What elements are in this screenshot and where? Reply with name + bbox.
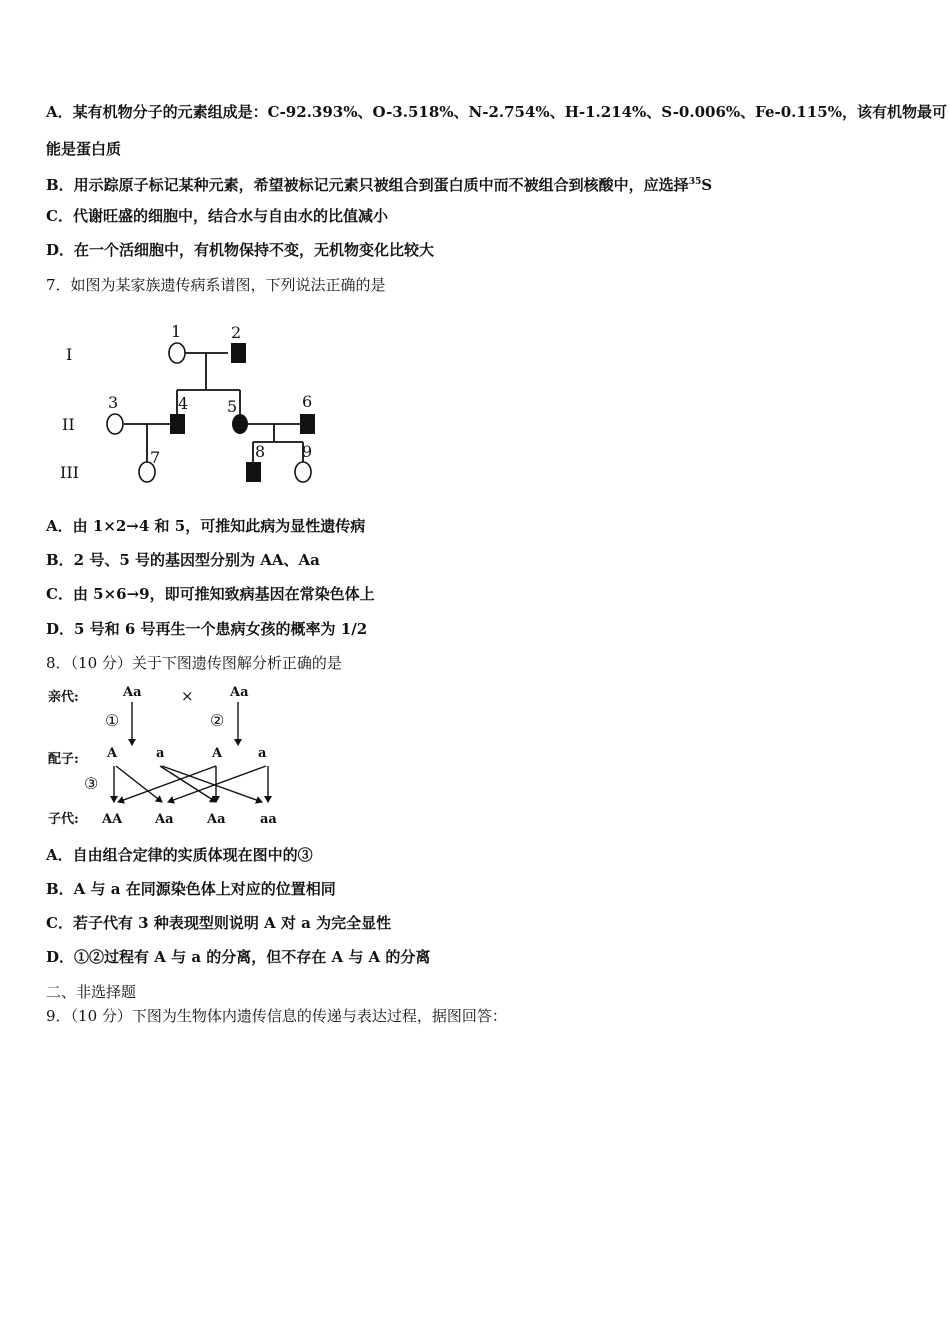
individual-8-affected-male: [246, 462, 261, 482]
section-heading: 二、非选择题: [46, 983, 137, 1001]
generation-label-iii: III: [60, 463, 79, 482]
offspring-label: 子代:: [48, 812, 79, 827]
pedigree-figure: [50, 318, 340, 488]
individual-label-6: 6: [302, 392, 313, 411]
q8-option-d: D．①②过程有 A 与 a 的分离，但不存在 A 与 A 的分离: [46, 948, 431, 966]
offspring-4: aa: [260, 812, 277, 827]
cross-symbol: ×: [181, 687, 194, 705]
q8-option-a: A．自由组合定律的实质体现在图中的③: [46, 846, 313, 864]
individual-label-7: 7: [150, 448, 161, 467]
arrow-A-A-cross: [118, 766, 216, 802]
q6-option-b-sup: 35: [688, 177, 702, 187]
q6-option-c: C．代谢旺盛的细胞中，结合水与自由水的比值减小: [46, 207, 388, 225]
generation-label-i: I: [66, 345, 73, 364]
gamete-4: a: [258, 746, 267, 761]
gamete-3: A: [212, 746, 223, 761]
parent-2-genotype: Aa: [230, 685, 249, 700]
arrow-A-a: [116, 766, 162, 802]
gamete-label: 配子:: [48, 752, 79, 767]
individual-4-affected-male: [170, 414, 185, 434]
parent-1-genotype: Aa: [123, 685, 142, 700]
individual-label-5: 5: [227, 397, 238, 416]
generation-label-ii: II: [62, 415, 75, 434]
offspring-2: Aa: [155, 812, 174, 827]
offspring-3: Aa: [207, 812, 226, 827]
q6-option-b-text: B．用示踪原子标记某种元素，希望被标记元素只被组合到蛋白质中而不被组合到核酸中，应选择: [46, 176, 689, 194]
q7-option-d: D．5 号和 6 号再生一个患病女孩的概率为 1/2: [46, 620, 368, 638]
gamete-1: A: [107, 746, 118, 761]
individual-2-affected-male: [231, 343, 246, 363]
q7-option-c: C．由 5×6→9，即可推知致病基因在常染色体上: [46, 585, 375, 603]
q7-stem: 7．如图为某家族遗传病系谱图，下列说法正确的是: [46, 276, 386, 294]
individual-label-8: 8: [255, 442, 266, 461]
individual-label-1: 1: [171, 322, 182, 341]
q8-stem: 8．（10 分）关于下图遗传图解分析正确的是: [46, 654, 342, 672]
step-2-marker: ②: [210, 711, 225, 730]
q8-option-b: B．A 与 a 在同源染色体上对应的位置相同: [46, 880, 336, 898]
gamete-2: a: [156, 746, 165, 761]
genetic-cross-diagram: [44, 680, 294, 830]
offspring-1: AA: [102, 812, 123, 827]
individual-label-4: 4: [178, 394, 189, 413]
q6-option-d: D．在一个活细胞中，有机物保持不变，无机物变化比较大: [46, 241, 435, 259]
q6-option-a-cont: 能是蛋白质: [46, 140, 122, 158]
q9-stem: 9．（10 分）下图为生物体内遗传信息的传递与表达过程，据图回答：: [46, 1007, 507, 1025]
step-3-marker: ③: [84, 774, 99, 793]
arrow-a-a: [162, 766, 262, 802]
arrow-a-A-cross: [168, 766, 266, 802]
q8-option-c: C．若子代有 3 种表现型则说明 A 对 a 为完全显性: [46, 914, 392, 932]
step-1-marker: ①: [105, 711, 120, 730]
individual-label-3: 3: [108, 393, 119, 412]
q6-option-a: A．某有机物分子的元素组成是：C-92.393%、O-3.518%、N-2.754%、H-1.214%、S-0.006%、Fe-0.115%，该有机物最可: [46, 103, 947, 121]
individual-3-normal-female: [107, 414, 123, 434]
individual-9-normal-female: [295, 462, 311, 482]
individual-label-2: 2: [231, 323, 242, 342]
q6-option-b-tail: S: [701, 176, 713, 194]
individual-5-affected-female: [232, 414, 248, 434]
q7-option-b: B．2 号、5 号的基因型分别为 AA、Aa: [46, 551, 320, 569]
individual-1-normal-female: [169, 343, 185, 363]
individual-6-affected-male: [300, 414, 315, 434]
parent-label: 亲代:: [48, 690, 79, 705]
q6-option-b: [46, 172, 712, 195]
individual-label-9: 9: [302, 442, 313, 461]
q7-option-a: A．由 1×2→4 和 5，可推知此病为显性遗传病: [46, 517, 366, 535]
